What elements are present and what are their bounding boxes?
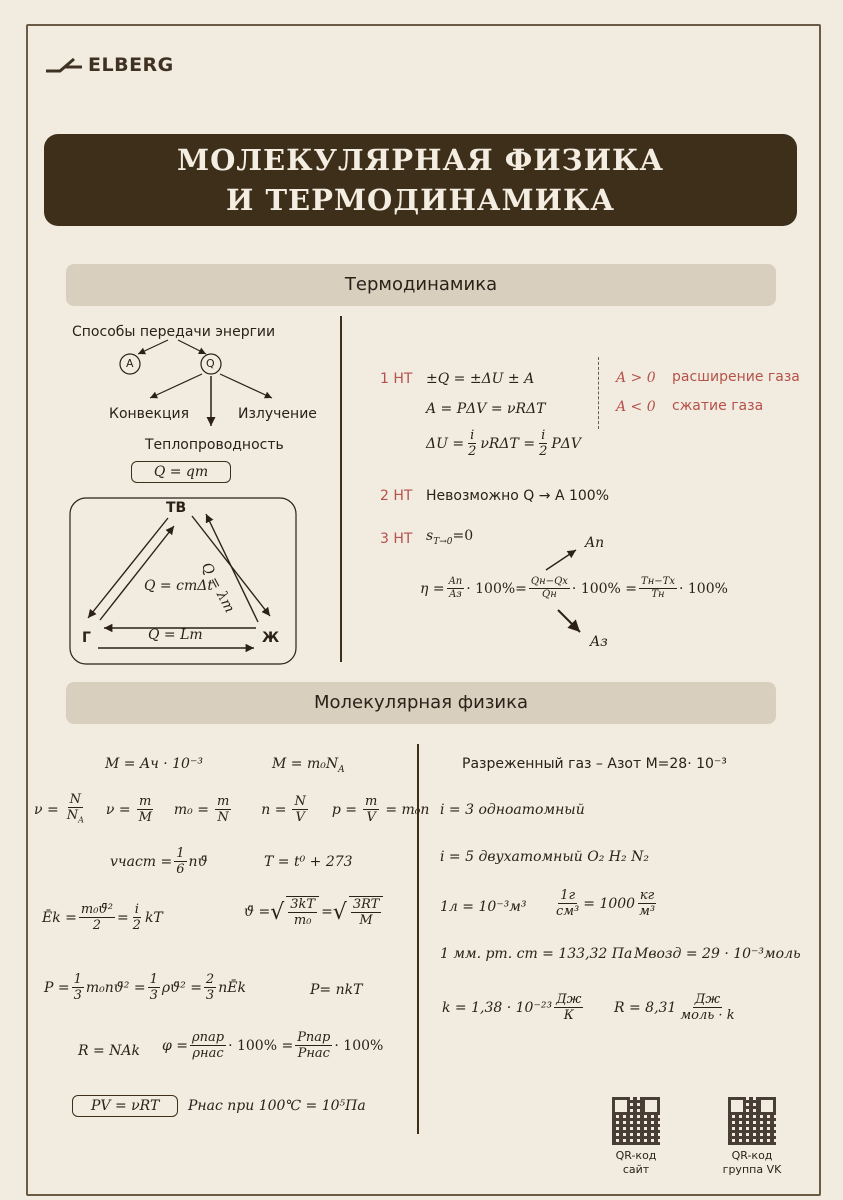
ek-den2: 2 — [132, 918, 141, 933]
pressure-formula — [44, 972, 246, 1003]
v-num: 1 — [176, 846, 185, 861]
ek-num2: i — [134, 902, 139, 917]
dens-num2: кг — [639, 888, 655, 903]
nu1-lhs: ν = — [34, 801, 59, 818]
molar-mass-1: M = Aч · 10⁻³ — [105, 756, 203, 772]
ek-den: 2 — [92, 918, 102, 933]
eff-tn: Tн — [651, 589, 665, 600]
arrow-to-a — [138, 340, 168, 354]
section-thermodynamics: Термодинамика — [66, 264, 776, 306]
monatomic-dof: i = 3 одноатомный — [440, 802, 585, 818]
eff-pct2: · 100% = — [571, 580, 638, 597]
k-den: К — [563, 1008, 574, 1023]
third-law-s: s — [426, 528, 434, 544]
temperature-formula: T = t⁰ + 273 — [264, 854, 353, 870]
nu1-den: N — [66, 808, 79, 823]
thermo-divider — [340, 316, 342, 662]
brand-logo[interactable] — [46, 54, 174, 76]
energy-transfer-heading: Способы передачи энергии — [72, 324, 276, 340]
p2-d2: 3 — [149, 988, 158, 1003]
dens-den2: м³ — [639, 904, 656, 919]
m0-lhs: m₀ = — [173, 801, 209, 818]
qr-label-site-2: сайт — [622, 1163, 650, 1176]
arrow-to-q — [178, 340, 206, 354]
phase-liquid-label: Ж — [262, 630, 280, 646]
vs1-num: 3kT — [290, 897, 316, 912]
v-lhs: vчаст = — [110, 853, 173, 870]
node-a-label: A — [126, 357, 134, 370]
p-rhs: = m₀n — [385, 801, 430, 818]
phi-n1: ρпар — [191, 1030, 225, 1045]
ek-num: m₀ϑ̄² — [80, 902, 113, 917]
v-rhs: nϑ̄ — [188, 853, 208, 870]
efficiency-equation — [420, 576, 728, 601]
kinetic-energy-formula — [42, 902, 163, 933]
molar-mass-2: $M = m_0N_A$ — [272, 756, 345, 775]
dens-num: 1г — [560, 888, 576, 903]
p-lhs: p = — [331, 801, 358, 818]
vs2-den: M — [359, 913, 373, 928]
spent-work-label: Aз — [590, 634, 608, 650]
m0-den: N — [217, 810, 229, 826]
vs-mid: = — [321, 904, 333, 920]
work-equation: A = PΔV = νRΔT — [426, 401, 546, 417]
du-end: PΔV — [551, 435, 581, 452]
second-law-label: 2 НТ — [380, 488, 413, 504]
dens-mid: = 1000 — [583, 895, 636, 912]
particle-velocity-formula — [110, 846, 208, 877]
du-frac2-num: i — [541, 428, 546, 443]
vs1-den: m₀ — [293, 913, 312, 928]
v-den: 6 — [176, 862, 185, 877]
boltzmann-constant — [442, 992, 585, 1023]
node-q-label: Q — [206, 357, 215, 370]
mmhg-conversion: 1 мм. рт. ст = 133,32 Па — [440, 946, 633, 962]
du-frac2-den: 2 — [539, 444, 548, 459]
qr-label-site — [591, 1149, 681, 1177]
phase-solid-label: ТВ — [166, 500, 187, 516]
section-molecular-physics: Молекулярная физика — [66, 682, 776, 724]
third-law-val: =0 — [452, 528, 474, 544]
ek-lhs: Ēk = — [42, 909, 77, 926]
work-negative: A < 0 — [616, 399, 656, 415]
du-lhs: ΔU = — [426, 435, 465, 452]
qr-label-vk-1: QR-код — [731, 1149, 773, 1162]
p2-n3: 2 — [205, 972, 215, 987]
eff-az: Aз — [449, 589, 462, 600]
n-lhs: n = — [261, 801, 287, 818]
p-num: m — [365, 794, 378, 810]
first-law-equation: ±Q = ±ΔU ± A — [426, 371, 535, 387]
spent-work-arrow — [558, 610, 580, 632]
ek-mid: = — [116, 909, 129, 926]
arrow-solid-gas-down — [88, 518, 168, 618]
k-num: Дж — [556, 992, 582, 1007]
p2-n1: 1 — [73, 972, 82, 987]
logo-mark-icon — [46, 55, 84, 75]
eff-an: Aп — [448, 576, 463, 587]
qr-code-site[interactable] — [612, 1097, 660, 1145]
heat-capacity-formula: Q = cmΔt — [144, 578, 213, 594]
qr-label-vk-2: группа VK — [722, 1163, 782, 1176]
p2-d1: 3 — [73, 988, 82, 1003]
melting-formula: Q = λm — [197, 560, 238, 616]
vs-lhs: ϑ̄ = — [244, 904, 271, 920]
litre-conversion: 1л = 10⁻³м³ — [440, 899, 527, 915]
brand-name: ELBERG — [88, 54, 174, 76]
n-num: N — [294, 794, 306, 810]
diatomic-dof: i = 5 двухатомный O₂ H₂ N₂ — [440, 849, 649, 865]
p2-lhs: P = — [44, 979, 70, 996]
p2-m1: m₀nϑ̄² = — [85, 979, 146, 996]
dens-den: см³ — [556, 904, 580, 919]
arrow-gas-solid-up — [100, 526, 174, 620]
phase-gas-label: Г — [82, 630, 91, 646]
m0-num: m — [216, 794, 230, 810]
radiation-label: Излучение — [238, 406, 317, 422]
phi-rhs: · 100% — [334, 1037, 384, 1054]
k-lhs: k = 1,38 · 10⁻²³ — [442, 999, 553, 1016]
p2-d3: 3 — [205, 988, 215, 1003]
R-lhs: R = 8,31 — [614, 999, 677, 1016]
third-law-equation — [426, 528, 473, 547]
R-num: Дж — [694, 992, 721, 1007]
molar-mass-2-text: M = m₀N — [272, 756, 339, 772]
amount-formulas-row: ν = $\frac{N}{N_A}$ ν = $\frac{m}{M}$ m₀ = $\frac{m}{N}$ n = $\frac{N}{V}$ p = $\frac{m}{V}$ = m₀n — [34, 792, 430, 826]
arrow-to-radiation — [220, 374, 272, 398]
phi-n2: Pпар — [297, 1030, 331, 1045]
pressure-nkt: P= nkT — [310, 982, 363, 998]
arrow-to-convection — [150, 374, 202, 398]
eff-pct: · 100%= — [466, 580, 527, 597]
mean-speed-formula: ϑ̄ = √ $\frac{3kT}{\text{m₀}}$ = √ $\frac{3RT}{M}$ — [244, 896, 385, 928]
eff-qdiff: Qн−Qх — [530, 576, 568, 587]
p2-rhs: nĒk — [218, 979, 246, 996]
qr-label-vk — [707, 1149, 797, 1177]
vs2-num: 3RT — [352, 897, 380, 912]
fuel-heat-formula: Q = qm — [131, 461, 231, 483]
humidity-formula — [162, 1030, 383, 1061]
nu2-num: m — [139, 794, 152, 810]
nu1-num: N — [69, 792, 81, 807]
second-law-text: Невозможно Q → A 100% — [426, 488, 610, 504]
density-conversion — [552, 888, 659, 919]
rarefied-gas-note: Разреженный газ – Азот M=28· 10⁻³ — [462, 756, 727, 772]
ek-rhs: kT — [144, 909, 163, 926]
n-den: V — [295, 810, 305, 826]
energy-transfer-diagram — [60, 330, 340, 670]
useful-work-label: Aп — [585, 535, 605, 551]
p2-n2: 1 — [149, 972, 158, 987]
R-den: моль · k — [680, 1008, 735, 1023]
clapeyron-equation: PV = νRT — [72, 1095, 178, 1117]
qr-code-vk[interactable] — [728, 1097, 776, 1145]
first-law-label: 1 НТ — [380, 371, 413, 387]
saturated-pressure: Pнас при 100℃ = 10⁵Па — [188, 1098, 366, 1114]
nu2-lhs: ν = — [105, 801, 131, 818]
gas-constant-formula: R = NAk — [78, 1043, 141, 1059]
eff-eta: η = — [420, 580, 445, 597]
p2-m2: ρϑ̄² = — [161, 979, 202, 996]
phi-d2: Pнас — [297, 1046, 330, 1061]
phi-mid: · 100% = — [228, 1037, 294, 1054]
conduction-label: Теплопроводность — [145, 437, 284, 453]
useful-work-arrow — [546, 550, 576, 570]
sign-divider — [598, 357, 599, 429]
title-line-1: МОЛЕКУЛЯРНАЯ ФИЗИКА — [177, 143, 664, 177]
work-positive-text: расширение газа — [672, 369, 800, 385]
phi-lhs: φ = — [162, 1037, 188, 1054]
work-positive: A > 0 — [616, 370, 656, 386]
title-line-2: И ТЕРМОДИНАМИКА — [225, 183, 616, 217]
nu2-den: M — [138, 810, 152, 826]
third-law-label: 3 НТ — [380, 531, 413, 547]
work-negative-text: сжатие газа — [672, 398, 764, 414]
third-law-sub: T→0 — [433, 536, 453, 547]
du-frac-num: i — [470, 428, 475, 443]
vaporization-formula: Q = Lm — [148, 627, 203, 643]
p-den: V — [366, 810, 376, 826]
air-molar-mass: Mвозд = 29 · 10⁻³моль — [634, 946, 801, 962]
page-title — [44, 134, 797, 226]
eff-qn: Qн — [542, 589, 557, 600]
internal-energy-equation — [426, 428, 581, 459]
du-mid: νRΔT = — [480, 435, 536, 452]
phi-d1: ρнас — [192, 1046, 224, 1061]
qr-label-site-1: QR-код — [615, 1149, 657, 1162]
eff-tdiff: Tн−Tх — [641, 576, 675, 587]
du-frac-den: 2 — [468, 444, 477, 459]
eff-pct3: · 100% — [678, 580, 728, 597]
universal-gas-constant — [614, 992, 739, 1023]
convection-label: Конвекция — [109, 406, 190, 422]
